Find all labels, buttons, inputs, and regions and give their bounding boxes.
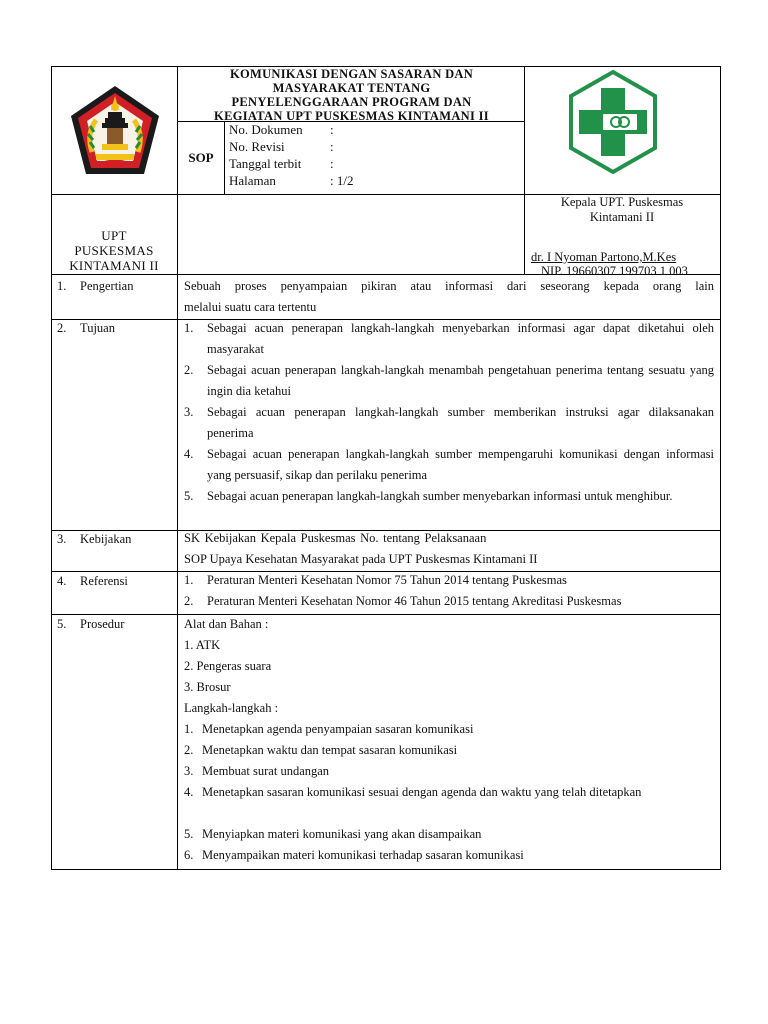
- meta-revision: [229, 138, 334, 155]
- list-item: [184, 782, 714, 803]
- approver-title: [526, 195, 718, 225]
- meta-document-no: [229, 121, 334, 138]
- unit-name: [52, 228, 176, 273]
- bangli-regency-emblem-icon: [66, 82, 164, 180]
- item-number: 1.: [184, 573, 194, 587]
- item-text: Sebagai acuan penerapan langkah-langkah sumber menyebarkan informasi untuk menghibur.: [207, 489, 673, 503]
- meta-key: No. Dokumen: [229, 122, 303, 137]
- meta-value: : 1/2: [330, 173, 354, 188]
- item-text: Sebagai acuan penerapan langkah-langkah menambah pengetahuan penerima tentang sesuatu yang ingin dia ketahui: [207, 363, 714, 398]
- meta-value: :: [330, 156, 334, 171]
- title-line: KOMUNIKASI DENGAN SASARAN DAN: [229, 67, 474, 81]
- pengertian-text: [184, 276, 714, 318]
- section-number: 5.: [57, 617, 67, 631]
- item-text: Menyampaikan materi komunikasi terhadap sasaran komunikasi: [202, 848, 524, 862]
- meta-issue-date: [229, 155, 334, 172]
- title-line: MASYARAKAT TENTANG: [272, 81, 431, 95]
- list-item: [184, 719, 714, 740]
- section-title: Pengertian: [80, 279, 134, 293]
- approver-line: Kepala UPT. Puskesmas: [560, 195, 684, 209]
- item-text: Menetapkan waktu dan tempat sasaran komunikasi: [202, 743, 458, 757]
- signatory-name: dr. I Nyoman Partono,M.Kes: [531, 250, 677, 264]
- section-label-prosedur: [57, 617, 124, 631]
- puskesmas-logo-icon: [565, 68, 661, 176]
- item-text: Peraturan Menteri Kesehatan Nomor 75 Tahun 2014 tentang Puskesmas: [207, 573, 567, 587]
- list-item: [184, 845, 714, 866]
- section-number: 1.: [57, 279, 67, 293]
- section-number: 2.: [57, 321, 67, 335]
- list-item: [184, 444, 714, 486]
- meta-value: :: [330, 139, 334, 154]
- sop-label: SOP: [188, 150, 214, 165]
- item-number: 2.: [184, 594, 194, 608]
- item-number: 1.: [184, 722, 194, 736]
- list-item: [184, 591, 714, 612]
- section-title: Kebijakan: [80, 532, 132, 546]
- meta-key: No. Revisi: [229, 139, 285, 154]
- item-number: 3.: [184, 405, 194, 419]
- section-title: Referensi: [80, 574, 128, 588]
- item-number: 1.: [184, 321, 194, 335]
- item-number: 5.: [184, 489, 194, 503]
- list-item: [184, 360, 714, 402]
- alat-item: 2. Pengeras suara: [184, 659, 272, 673]
- item-text: Menyiapkan materi komunikasi yang akan disampaikan: [202, 827, 482, 841]
- item-text: Menetapkan sasaran komunikasi sesuai dengan agenda dan waktu yang telah ditetapkan: [202, 785, 642, 799]
- item-text: Sebagai acuan penerapan langkah-langkah menyebarkan informasi agar dapat diketahui oleh masyarakat: [207, 321, 714, 356]
- item-number: 2.: [184, 743, 194, 757]
- langkah-heading: Langkah-langkah :: [184, 701, 279, 715]
- list-item: [184, 318, 714, 360]
- item-number: 4.: [184, 447, 194, 461]
- section-label-tujuan: [57, 321, 115, 335]
- meta-key: Tanggal terbit: [229, 156, 302, 171]
- section-number: 3.: [57, 532, 67, 546]
- section-title: Tujuan: [80, 321, 115, 335]
- item-text: Menetapkan agenda penyampaian sasaran komunikasi: [202, 722, 474, 736]
- unit-line: UPT: [101, 228, 127, 243]
- list-item: [184, 761, 714, 782]
- item-number: 4.: [184, 785, 194, 799]
- text-line: SOP Upaya Kesehatan Masyarakat pada UPT Puskesmas Kintamani II: [184, 552, 538, 566]
- list-item: [184, 486, 714, 507]
- title-line: PENYELENGGARAAN PROGRAM DAN: [231, 95, 472, 109]
- title-line: KEGIATAN UPT PUSKESMAS KINTAMANI II: [214, 109, 489, 123]
- text-line: SK Kebijakan Kepala Puskesmas No. tentang Pelaksanaan: [184, 531, 487, 545]
- item-number: 5.: [184, 827, 194, 841]
- unit-line: PUSKESMAS: [74, 243, 154, 258]
- item-number: 6.: [184, 848, 194, 862]
- meta-page: [229, 172, 353, 189]
- alat-item: 1. ATK: [184, 638, 221, 652]
- item-number: 3.: [184, 764, 194, 778]
- item-text: Membuat surat undangan: [202, 764, 330, 778]
- meta-key: Halaman: [229, 173, 276, 188]
- item-text: Sebagai acuan penerapan langkah-langkah sumber mempengaruhi komunikasi dengan informasi yang persuasif, sikap dan perilaku penerima: [207, 447, 714, 482]
- item-text: Sebagai acuan penerapan langkah-langkah sumber memberikan instruksi agar dilaksanakan penerima: [207, 405, 714, 440]
- list-item: [184, 570, 714, 591]
- kebijakan-text: [184, 528, 714, 570]
- text-line: Sebuah proses penyampaian pikiran atau informasi dari seseorang kepada orang lain: [184, 279, 714, 293]
- item-number: 2.: [184, 363, 194, 377]
- list-item: [184, 402, 714, 444]
- section-label-pengertian: [57, 279, 133, 293]
- list-item: [184, 740, 714, 761]
- unit-line: KINTAMANI II: [69, 258, 159, 273]
- meta-value: :: [330, 122, 334, 137]
- section-number: 4.: [57, 574, 67, 588]
- list-item: [184, 824, 714, 845]
- section-title: Prosedur: [80, 617, 125, 631]
- signature-block: [531, 250, 688, 278]
- item-text: Peraturan Menteri Kesehatan Nomor 46 Tahun 2015 tentang Akreditasi Puskesmas: [207, 594, 622, 608]
- alat-heading: Alat dan Bahan :: [184, 617, 269, 631]
- section-label-referensi: [57, 574, 128, 588]
- alat-item: 3. Brosur: [184, 680, 231, 694]
- section-label-kebijakan: [57, 532, 131, 546]
- text-line: melalui suatu cara tertentu: [184, 300, 317, 314]
- approver-line: Kintamani II: [589, 210, 655, 224]
- signatory-nip: NIP. 19660307 199703 1 003: [541, 264, 688, 278]
- document-title: [180, 67, 523, 123]
